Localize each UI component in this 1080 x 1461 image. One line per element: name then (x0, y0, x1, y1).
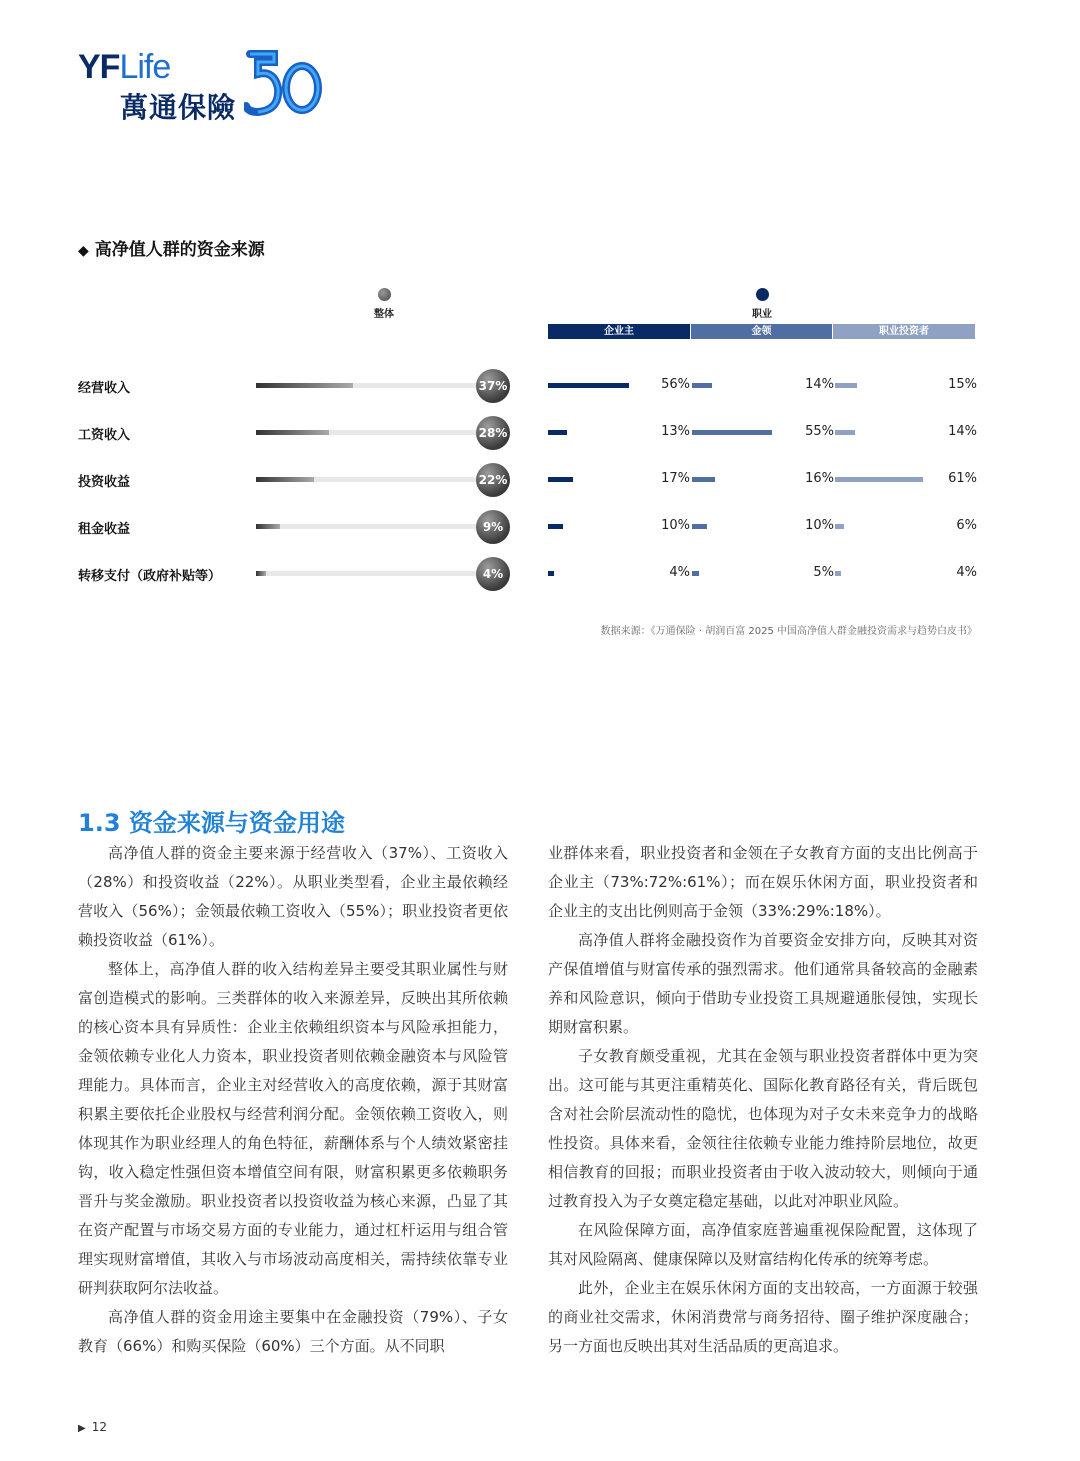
chart-heading: ◆ 高净值人群的资金来源 (78, 240, 265, 260)
legend-professional-investor: 职业投资者 (833, 324, 975, 339)
series-value-label: 61% (948, 471, 977, 486)
overall-bar (256, 524, 280, 529)
paragraph: 高净值人群的资金主要来源于经营收入（37%）、工资收入（28%）和投资收益（22%）。从职业类型看，企业主最依赖经营收入（56%）；金领最依赖工资收入（55%）；职业投资者更依赖投资收益（61%）。 (78, 844, 508, 949)
paragraph: 高净值人群的资金用途主要集中在金融投资（79%）、子女教育（66%）和购买保险（60%）三个方面。从不同职 (78, 1308, 508, 1355)
series-bar (548, 571, 554, 576)
paragraph-continuation: 业群体来看，职业投资者和金领在子女教育方面的支出比例高于企业主（73%:72%:61%）；而在娱乐休闲方面，职业投资者和企业主的支出比例则高于金领（33%:29%:18%）。 (548, 844, 978, 920)
row-label: 投资收益 (78, 475, 131, 490)
series-value-label: 16% (805, 471, 834, 486)
overall-track (256, 430, 496, 435)
group-header-occupation: 职业 (742, 288, 782, 320)
text-column-right (548, 839, 978, 1361)
series-bar (835, 383, 857, 388)
overall-track (256, 383, 496, 388)
overall-value-badge: 4% (476, 557, 510, 591)
navy-dot-icon (756, 288, 769, 301)
page-number: ▶ 12 (78, 1420, 107, 1434)
series-value-label: 4% (669, 565, 690, 580)
overall-bar (256, 430, 329, 435)
overall-value-badge: 28% (476, 416, 510, 450)
group-header-overall: 整体 (364, 288, 404, 320)
overall-value-badge: 9% (476, 510, 510, 544)
series-bar (835, 524, 844, 529)
overall-track (256, 571, 496, 576)
series-bar (548, 430, 567, 435)
overall-bar (256, 383, 353, 388)
series-value-label: 14% (948, 424, 977, 439)
paragraph: 在风险保障方面，高净值家庭普遍重视保险配置，这体现了其对风险隔离、健康保障以及财富结构化传承的统筹考虑。 (548, 1221, 978, 1268)
triangle-icon: ▶ (78, 1423, 86, 1434)
series-value-label: 4% (956, 565, 977, 580)
paragraph: 整体上，高净值人群的收入结构差异主要受其职业属性与财富创造模式的影响。三类群体的收入来源差异，反映出其所依赖的核心资本具有异质性：企业主依赖组织资本与风险承担能力，金领依赖专业化人力资本，职业投资者则依赖金融资本与风险管理能力。具体而言，企业主对经营收入的高度依赖，源于其财富积累主要依托企业股权与经营利润分配。金领依赖工资收入，则体现其作为职业经理人的角色特征，薪酬体系与个人绩效紧密挂钩，收入稳定性强但资本增值空间有限，财富积累更多依赖职务晋升与奖金激励。职业投资者以投资收益为核心来源，凸显了其在资产配置与市场交易方面的专业能力，通过杠杆运用与组合管理实现财富增值，其收入与市场波动高度相关，需持续依靠专业研判获取阿尔法收益。 (78, 960, 508, 1297)
overall-value-badge: 22% (476, 463, 510, 497)
section-title: 1.3 资金来源与资金用途 (78, 809, 345, 837)
series-value-label: 56% (661, 377, 690, 392)
brand-logo (78, 48, 338, 128)
overall-bar (256, 571, 266, 576)
paragraph: 子女教育颇受重视，尤其在金领与职业投资者群体中更为突出。这可能与其更注重精英化、国际化教育路径有关，背后既包含对社会阶层流动性的隐忧，也体现为对子女未来竞争力的战略性投资。具体来看，金领往往依赖专业能力维持阶层地位，故更相信教育的回报；而职业投资者由于收入波动较大，则倾向于通过教育投入为子女奠定稳定基础，以此对冲职业风险。 (548, 1047, 978, 1210)
series-bar (835, 430, 855, 435)
series-value-label: 17% (661, 471, 690, 486)
paragraph: 高净值人群将金融投资作为首要资金安排方向，反映其对资产保值增值与财富传承的强烈需求。他们通常具备较高的金融素养和风险意识，倾向于借助专业投资工具规避通胀侵蚀，实现长期财富积累。 (548, 931, 978, 1036)
series-bar (692, 571, 699, 576)
legend-gold-collar: 金领 (691, 324, 832, 339)
row-label: 经营收入 (78, 381, 131, 396)
logo-english: YFLife (78, 48, 171, 86)
legend-enterprise-owner: 企业主 (548, 324, 690, 339)
overall-bar (256, 477, 314, 482)
series-value-label: 15% (948, 377, 977, 392)
series-bar (548, 524, 563, 529)
series-bar (692, 430, 772, 435)
overall-track (256, 477, 496, 482)
series-bar (692, 524, 707, 529)
paragraph: 此外，企业主在娱乐休闲方面的支出较高，一方面源于较强的商业社交需求，休闲消费常与商务招待、圈子维护深度融合；另一方面也反映出其对生活品质的更高追求。 (548, 1279, 978, 1355)
series-value-label: 6% (956, 518, 977, 533)
diamond-icon: ◆ (78, 243, 89, 259)
series-value-label: 10% (805, 518, 834, 533)
logo-chinese: 萬通保險 (120, 91, 237, 124)
series-bar (835, 477, 923, 482)
series-value-label: 10% (661, 518, 690, 533)
overall-value-badge: 37% (476, 369, 510, 403)
series-value-label: 5% (813, 565, 834, 580)
series-value-label: 55% (805, 424, 834, 439)
series-bar (692, 477, 715, 482)
row-label: 租金收益 (78, 522, 131, 537)
gray-dot-icon (378, 288, 391, 301)
series-bar (835, 571, 841, 576)
data-source: 数据来源：《万通保险 · 胡润百富 2025 中国高净值人群金融投资需求与趋势白皮书》 (600, 626, 977, 637)
overall-track (256, 524, 496, 529)
anniversary-50-icon (244, 48, 324, 118)
series-bar (548, 477, 573, 482)
row-label: 转移支付（政府补贴等） (78, 569, 222, 584)
text-column-left (78, 839, 508, 1361)
series-value-label: 13% (661, 424, 690, 439)
row-label: 工资收入 (78, 428, 131, 443)
series-bar (548, 383, 629, 388)
series-value-label: 14% (805, 377, 834, 392)
series-bar (692, 383, 712, 388)
